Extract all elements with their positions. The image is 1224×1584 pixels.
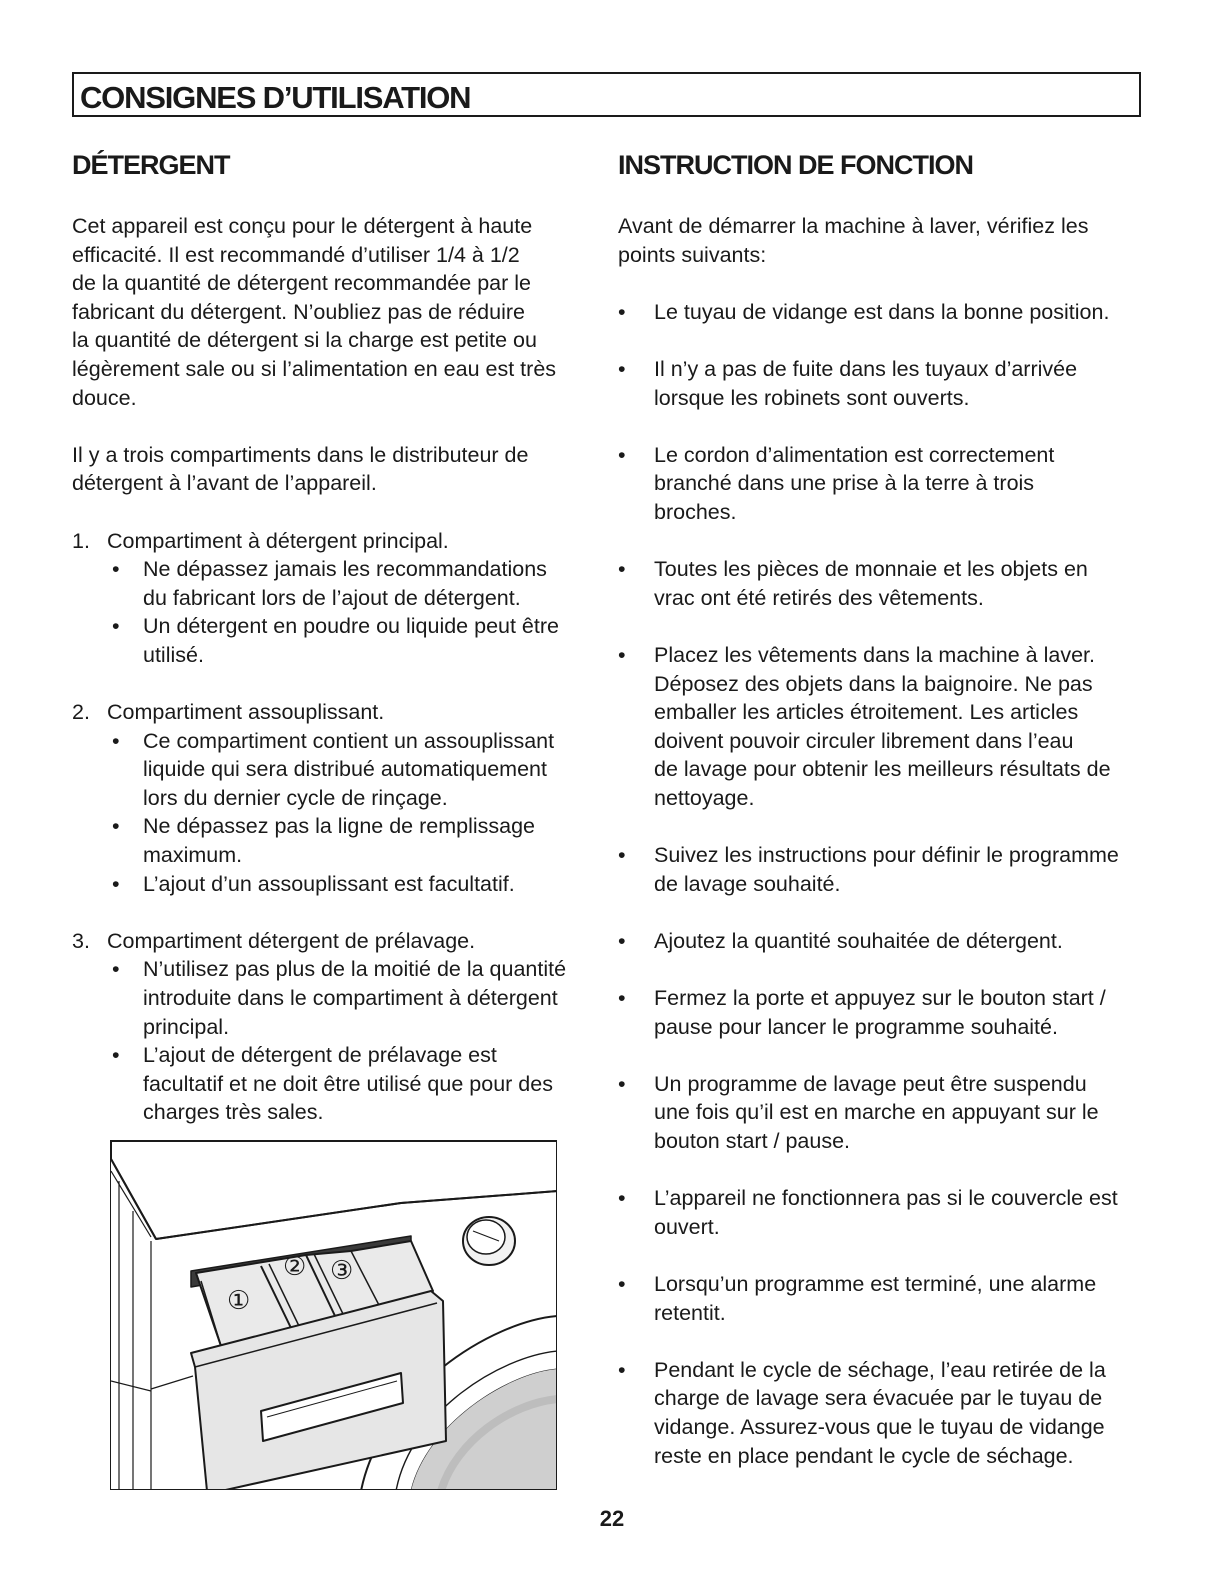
item-number: 3. [72,928,90,953]
text-line: Il n’y a pas de fuite dans les tuyaux d’arrivée [654,356,1078,381]
text-line: principal. [143,1014,230,1039]
section-banner [72,72,1141,117]
text-line: de lavage pour obtenir les meilleurs résultats de [654,757,1111,782]
text-line: Le cordon d’alimentation est correctement [654,442,1055,467]
instructions-intro-paragraph [618,212,1158,269]
compartment-item-main [72,527,602,670]
checklist-item [618,841,1158,898]
detergent-heading: DÉTERGENT [72,150,230,180]
text-line: une fois qu’il est en marche en appuyant sur le [654,1100,1099,1125]
text-line: points suivants: [618,242,767,267]
bullet-dot: • [618,986,626,1011]
text-line: lors du dernier cycle de rinçage. [143,785,448,810]
text-line: Un détergent en poudre ou liquide peut être [143,614,559,639]
text-line: Ne dépassez jamais les recommandations [143,557,547,582]
text-line: maximum. [143,843,243,868]
bullet-dot: • [618,299,626,324]
text-line: Cet appareil est conçu pour le détergent à haute [72,214,533,238]
item-title: Compartiment détergent de prélavage. [107,928,476,953]
bullet-dot: • [618,442,626,467]
text-line: de la quantité de détergent recommandée par le [72,271,531,296]
text-line: vidange. Assurez-vous que le tuyau de vidange [654,1414,1105,1439]
drawer-drawing [111,1141,557,1490]
sub-bullet [107,812,602,869]
sub-list [107,955,602,1127]
compartment-label-3: ③ [330,1256,354,1286]
bullet-dot: • [618,1357,626,1382]
text-line: Déposez des objets dans la baignoire. Ne pas [654,671,1093,696]
text-line: fabricant du détergent. N’oubliez pas de réduire [72,299,525,324]
text-line: Un programme de lavage peut être suspendu [654,1071,1087,1096]
numbered-item [72,927,602,1127]
text-line: Ne dépassez pas la ligne de remplissage [143,814,536,839]
checklist-item [618,641,1158,813]
text-line: Avant de démarrer la machine à laver, vérifiez les [618,214,1089,238]
bullet-dot: • [618,1271,626,1296]
bullet-dot: • [112,557,120,582]
text-line: N’utilisez pas plus de la moitié de la quantité [143,957,567,982]
text-line: Pendant le cycle de séchage, l’eau retirée de la [654,1357,1106,1382]
checklist-item [618,927,1158,956]
text-line: liquide qui sera distribué automatiquement [143,757,547,782]
bullet-dot: • [618,1186,626,1211]
text-line: nettoyage. [654,785,755,810]
text-line: Suivez les instructions pour définir le programme [654,843,1119,868]
text-line: utilisé. [143,642,204,667]
detergent-intro-paragraph [72,212,602,412]
checklist-item [618,298,1158,327]
text-line: L’ajout d’un assouplissant est facultatif. [143,871,515,896]
text-line: Toutes les pièces de monnaie et les objets en [654,557,1088,582]
text-line: douce. [72,385,137,410]
checklist-item [618,1356,1158,1470]
text-line: Placez les vêtements dans la machine à laver. [654,642,1095,667]
checklist-item [618,355,1158,412]
sub-list [107,555,602,669]
bullet-dot: • [112,728,120,753]
text-line: retentit. [654,1300,726,1325]
bullet-dot: • [112,614,120,639]
text-line: Le tuyau de vidange est dans la bonne position. [654,299,1110,324]
sub-bullet [107,955,602,1041]
compartment-item-softener [72,698,602,898]
text-line: vrac ont été retirés des vêtements. [654,585,984,610]
sub-bullet [107,727,602,813]
checklist-item [618,1270,1158,1327]
text-line: emballer les articles étroitement. Les articles [654,700,1079,725]
text-line: branché dans une prise à la terre à trois [654,471,1035,496]
sub-bullet [107,870,602,899]
text-line: pause pour lancer le programme souhaité. [654,1014,1058,1039]
text-line: légèrement sale ou si l’alimentation en eau est très [72,356,557,381]
checklist-item [618,1070,1158,1156]
text-line: la quantité de détergent si la charge est petite ou [72,328,537,353]
checklist-item [618,441,1158,527]
text-line: Il y a trois compartiments dans le distributeur de [72,442,529,467]
bullet-dot: • [112,1043,120,1068]
text-line: ouvert. [654,1214,720,1239]
sub-list [107,727,602,899]
text-line: L’ajout de détergent de prélavage est [143,1043,497,1068]
text-line: efficacité. Il est recommandé d’utiliser 1/4 à 1/2 [72,242,520,267]
bullet-dot: • [112,957,120,982]
compartment-label-2: ② [283,1252,307,1282]
numbered-item [72,698,602,898]
item-number: 1. [72,528,90,553]
sub-bullet [107,1041,602,1127]
bullet-dot: • [618,1071,626,1096]
text-line: charges très sales. [143,1100,324,1125]
bullet-dot: • [112,871,120,896]
numbered-item [72,527,602,670]
item-title: Compartiment assouplissant. [107,700,385,725]
text-line: broches. [654,499,737,524]
text-line: du fabricant lors de l’ajout de détergent. [143,585,521,610]
bullet-dot: • [618,356,626,381]
sub-bullet [107,555,602,612]
item-title: Compartiment à détergent principal. [107,528,449,553]
compartment-label-1: ① [227,1286,251,1316]
compartments-paragraph [72,441,602,498]
text-line: L’appareil ne fonctionnera pas si le couvercle est [654,1186,1118,1211]
compartment-item-prewash [72,927,602,1127]
instructions-heading: INSTRUCTION DE FONCTION [618,150,973,180]
checklist-item [618,555,1158,612]
text-line: Fermez la porte et appuyez sur le bouton start / [654,986,1106,1011]
text-line: de lavage souhaité. [654,871,841,896]
bullet-dot: • [618,928,626,953]
text-line: bouton start / pause. [654,1129,851,1153]
item-number: 2. [72,700,90,725]
checklist-item [618,1184,1158,1241]
text-line: doivent pouvoir circuler librement dans l’eau [654,728,1074,753]
bullet-dot: • [618,642,626,667]
detergent-column [72,148,602,1127]
text-line: charge de lavage sera évacuée par le tuyau de [654,1386,1103,1411]
instructions-column [618,148,1158,1470]
bullet-dot: • [618,843,626,868]
detergent-drawer-illustration [110,1140,557,1490]
text-line: introduite dans le compartiment à détergent [143,986,558,1011]
section-title: CONSIGNES D’UTILISATION [80,80,471,115]
text-line: Lorsqu’un programme est terminé, une alarme [654,1271,1097,1296]
bullet-dot: • [112,814,120,839]
text-line: facultatif et ne doit être utilisé que pour des [143,1071,553,1096]
text-line: Ajoutez la quantité souhaitée de détergent. [654,928,1063,953]
text-line: détergent à l’avant de l’appareil. [72,471,377,496]
text-line: reste en place pendant le cycle de séchage. [654,1443,1074,1468]
bullet-dot: • [618,557,626,582]
text-line: lorsque les robinets sont ouverts. [654,385,970,410]
page-number: 22 [599,1506,625,1531]
sub-bullet [107,612,602,669]
text-line: Ce compartiment contient un assouplissant [143,728,555,753]
checklist-item [618,984,1158,1041]
